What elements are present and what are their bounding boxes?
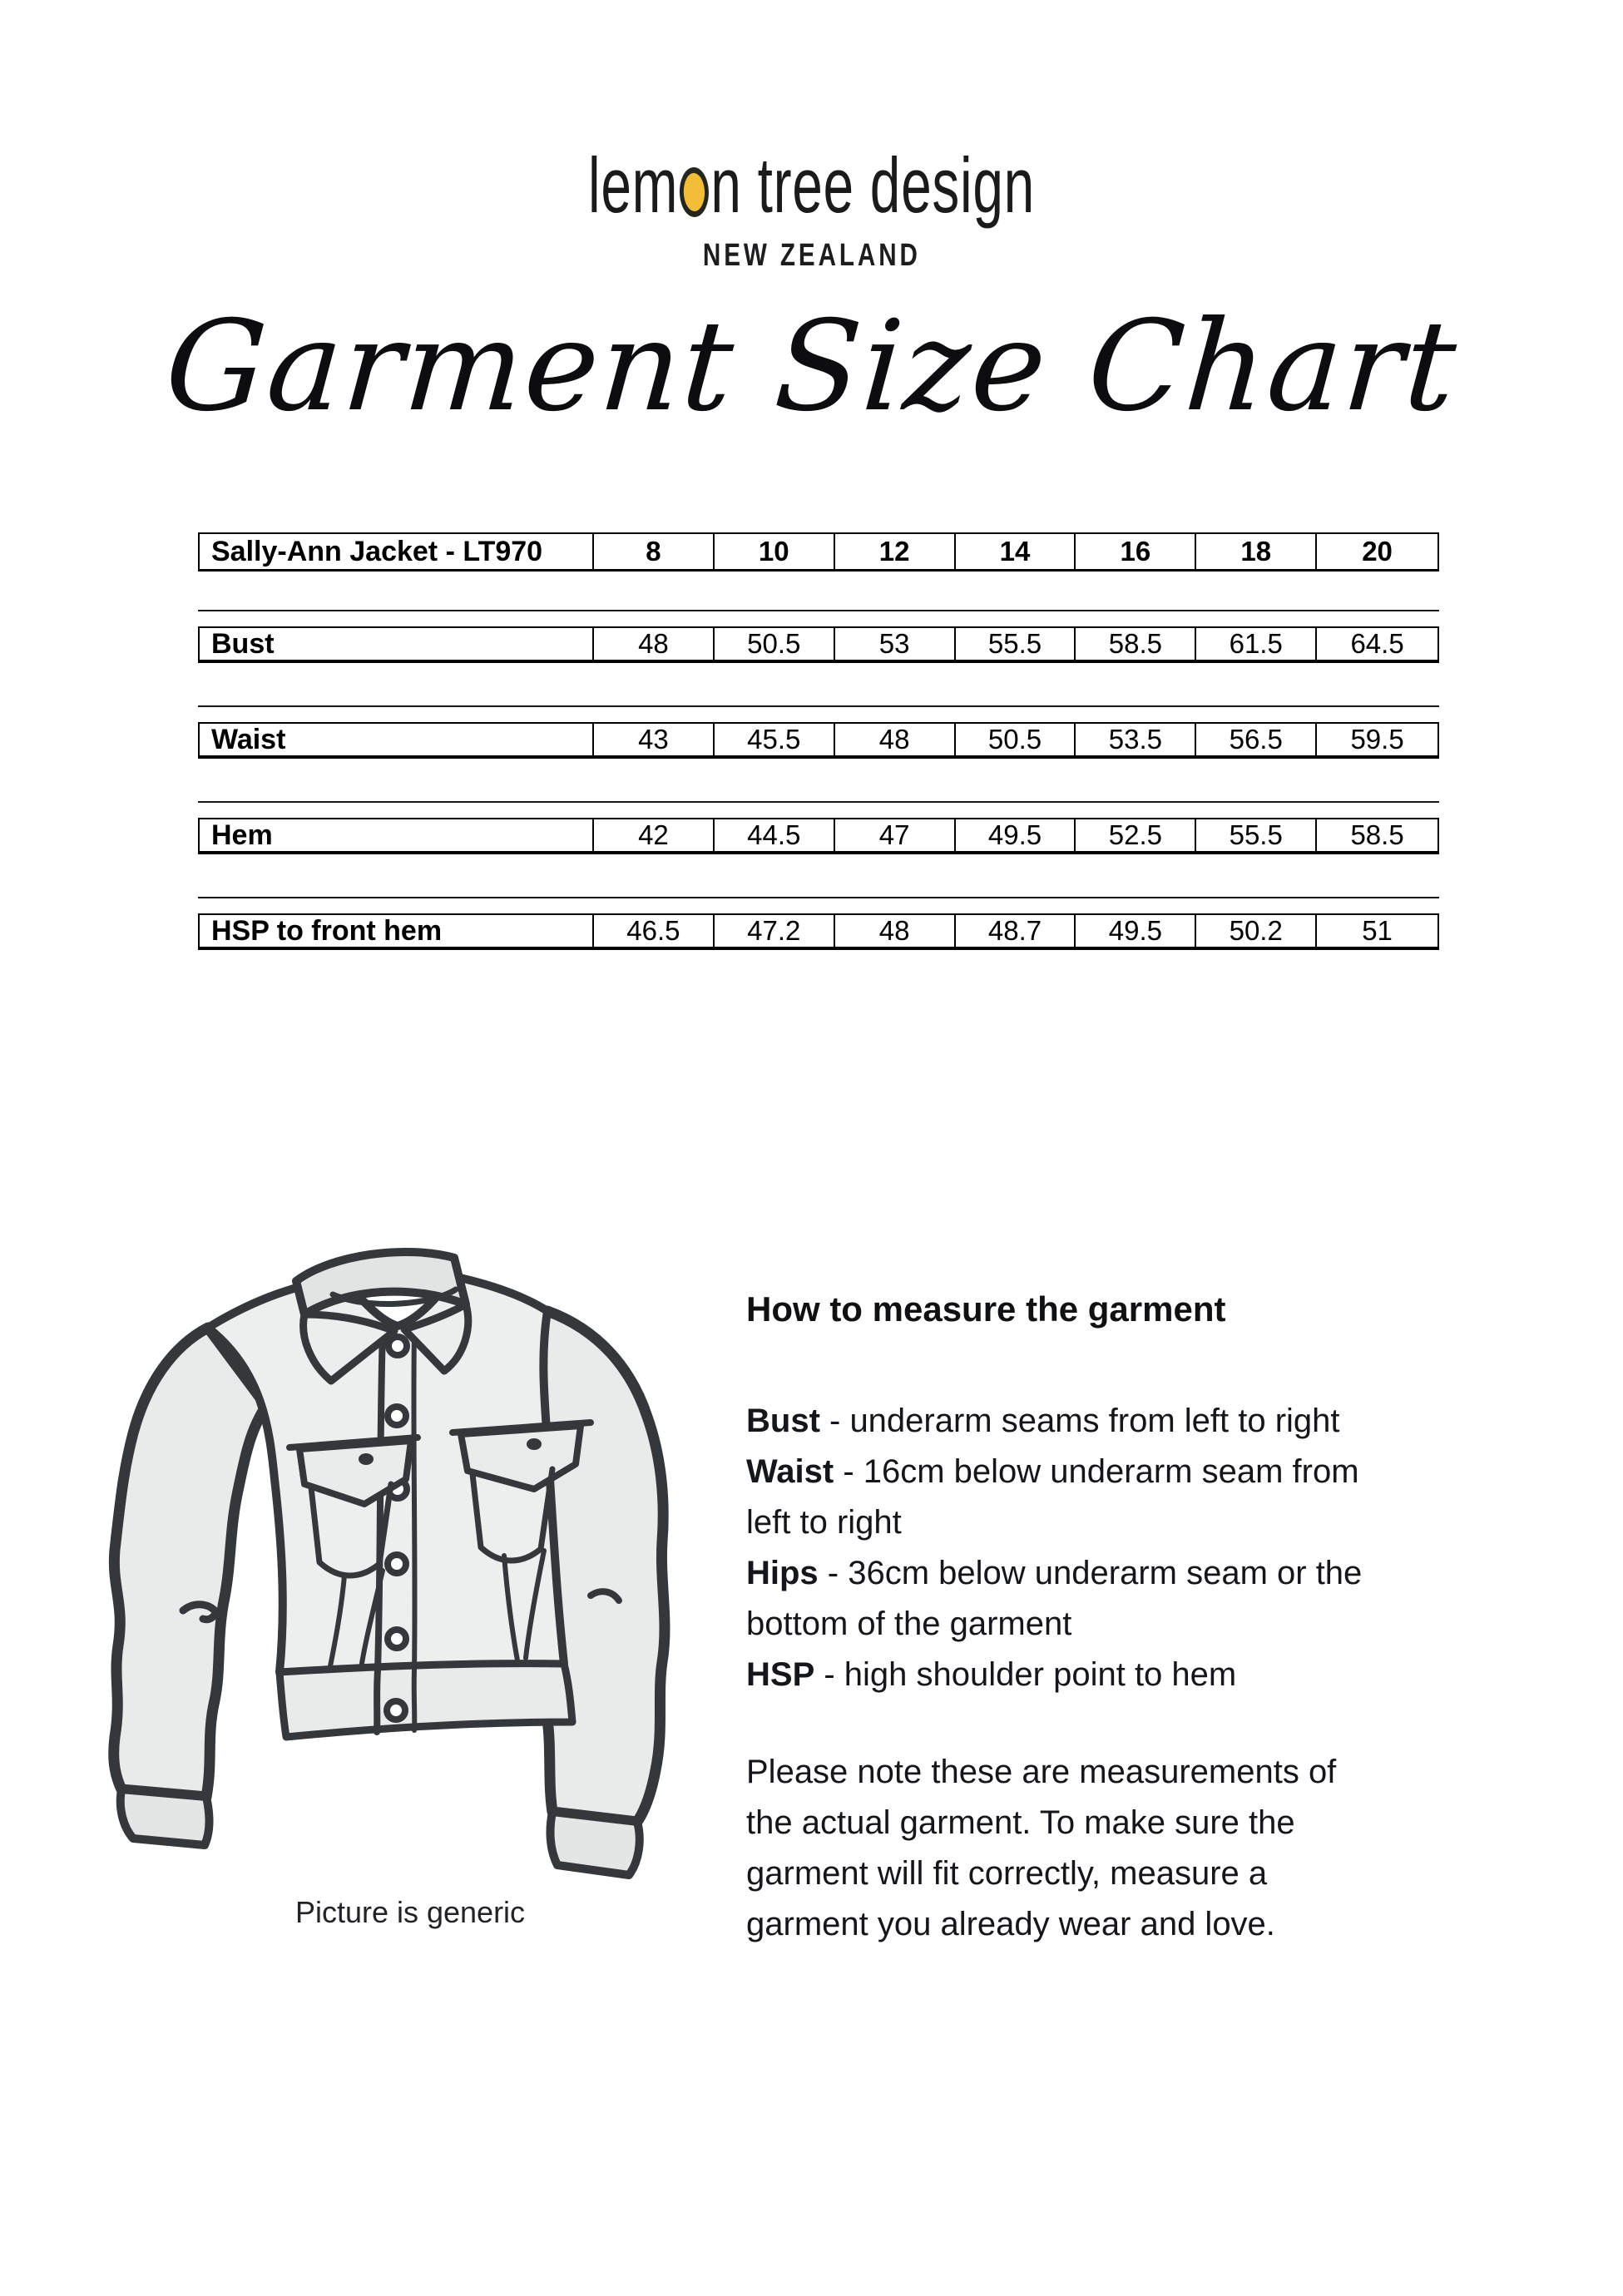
value-cell: 48	[835, 724, 956, 755]
value-cell: 44.5	[715, 819, 835, 851]
how-to-measure-section	[746, 1288, 1377, 1950]
measure-item-waist	[746, 1447, 1377, 1548]
row-label-cell: Bust	[200, 628, 594, 660]
header-size-cell: 10	[715, 534, 835, 569]
measure-term: HSP	[746, 1656, 815, 1693]
table-row	[198, 818, 1439, 854]
value-cell: 46.5	[594, 915, 715, 947]
table-row-group-hsp	[198, 897, 1439, 950]
header-product-cell: Sally-Ann Jacket - LT970	[200, 534, 594, 569]
table-row-group-waist	[198, 705, 1439, 759]
value-cell: 48.7	[956, 915, 1076, 947]
jacket-illustration	[82, 1205, 705, 1895]
value-cell: 55.5	[956, 628, 1076, 660]
wordmark-part2: n tree design	[710, 141, 1035, 229]
header-size-cell: 20	[1362, 536, 1393, 567]
header-size-cell: 18	[1196, 534, 1317, 569]
measure-item-hsp	[746, 1650, 1377, 1700]
table-row	[198, 626, 1439, 663]
value-cell: 50.5	[715, 628, 835, 660]
value-cell: 64.5	[1350, 628, 1404, 659]
value-cell: 55.5	[1196, 819, 1317, 851]
row-label-cell: HSP to front hem	[200, 915, 594, 947]
value-cell: 53.5	[1076, 724, 1196, 755]
value-cell: 59.5	[1350, 724, 1404, 755]
brand-logo	[0, 141, 1623, 274]
value-cell: 49.5	[956, 819, 1076, 851]
measure-item-hips	[746, 1548, 1377, 1650]
value-cell: 51	[1362, 915, 1393, 946]
table-row	[198, 722, 1439, 759]
row-top-rule	[198, 610, 1439, 611]
measure-items	[746, 1396, 1377, 1700]
row-top-rule	[198, 801, 1439, 803]
header-size-cell: 8	[594, 534, 715, 569]
value-cell: 42	[594, 819, 715, 851]
lemon-icon	[679, 166, 710, 218]
wordmark-part1: lem	[588, 141, 679, 229]
row-label-cell: Hem	[200, 819, 594, 851]
illustration-caption: Picture is generic	[294, 1895, 526, 1929]
header-size-cell: 16	[1076, 534, 1196, 569]
brand-country: NEW ZEALAND	[702, 238, 921, 273]
measure-term: Hips	[746, 1555, 819, 1591]
value-cell: 58.5	[1076, 628, 1196, 660]
header-size-cell: 12	[835, 534, 956, 569]
measure-item-bust	[746, 1396, 1377, 1447]
value-cell: 58.5	[1350, 819, 1404, 850]
brand-wordmark	[588, 141, 1035, 229]
how-to-heading: How to measure the garment	[746, 1289, 1226, 1329]
value-cell: 48	[835, 915, 956, 947]
measure-desc: - 36cm below underarm seam or the bottom of the garment	[746, 1555, 1363, 1642]
table-row-group-hem	[198, 801, 1439, 854]
value-cell: 52.5	[1076, 819, 1196, 851]
measure-desc: - 16cm below underarm seam from left to right	[746, 1453, 1359, 1541]
measure-desc: - high shoulder point to hem	[814, 1656, 1237, 1693]
value-cell: 49.5	[1076, 915, 1196, 947]
value-cell: 56.5	[1196, 724, 1317, 755]
value-cell: 45.5	[715, 724, 835, 755]
header-size-cell: 14	[956, 534, 1076, 569]
note-paragraph: Please note these are measurements of the actual garment. To make sure the garment will fit correctly, measure a garment you already wear and love.	[746, 1754, 1337, 1942]
value-cell: 43	[594, 724, 715, 755]
row-label-cell: Waist	[200, 724, 594, 755]
table-row-group-bust	[198, 610, 1439, 663]
value-cell: 61.5	[1196, 628, 1317, 660]
jacket-line-art-icon	[82, 1205, 705, 1895]
measure-term: Bust	[746, 1403, 820, 1439]
table-row	[198, 913, 1439, 950]
row-top-rule	[198, 705, 1439, 707]
size-table-header-group	[198, 532, 1439, 572]
value-cell: 48	[594, 628, 715, 660]
value-cell: 50.2	[1196, 915, 1317, 947]
row-top-rule	[198, 897, 1439, 898]
value-cell: 53	[835, 628, 956, 660]
value-cell: 47	[835, 819, 956, 851]
value-cell: 47.2	[715, 915, 835, 947]
measure-term: Waist	[746, 1453, 834, 1490]
value-cell: 50.5	[956, 724, 1076, 755]
measure-desc: - underarm seams from left to right	[819, 1403, 1340, 1439]
page-title: Garment Size Chart	[161, 294, 1462, 439]
table-header-row	[198, 532, 1439, 572]
